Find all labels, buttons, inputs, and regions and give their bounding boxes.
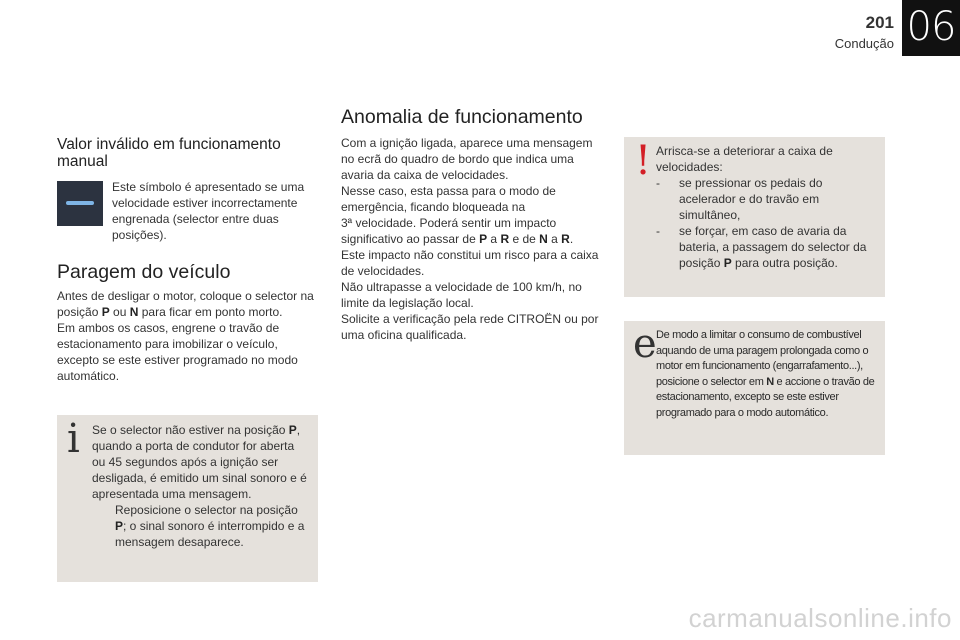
- section-title-parking: Paragem do veículo: [57, 261, 231, 283]
- malfunction-text: Com a ignição ligada, aparece uma mensagem no ecrã do quadro de bordo que indica uma avaria da caixa de velocidades. Nesse caso, esta passa para o modo de emergência, ficando bloqueada na 3ª velocidade. Poderá sentir um impacto significativo ao passar de P a R e de N a R. Este impacto não constitui um risco para a caixa de velocidades. Não ultrapasse a velocidade de 100 km/h, no limite da legislação local. Solicite a verificação pela rede CITROËN ou por uma oficina qualificada.: [341, 136, 599, 342]
- info-note-text: Se o selector não estiver na posição P, quando a porta de condutor for aberta ou 45 segundos após a ignição ser desligada, é emitido um sinal sonoro e é apresentada uma mensagem. Reposicione o selector na posição P; o sinal sonoro é interrompido e a mensagem desaparece.: [92, 422, 310, 550]
- info-note-bullet: Reposicione o selector na posição P; o sinal sonoro é interrompido e a mensagem desaparece.: [115, 503, 305, 549]
- info-note-box: [57, 415, 318, 582]
- warning-item: - se forçar, em caso de avaria da bateria, a passagem do selector da posição P para outra posição.: [656, 224, 867, 270]
- parking-text: Antes de desligar o motor, coloque o selector na posição P ou N para ficar em ponto morto. Em ambos os casos, engrene o travão de estacionamento para imobilizar o veículo, excepto se este estiver programado no modo automático.: [57, 289, 314, 383]
- warning-note-text: Arrisca-se a deteriorar a caixa de velocidades: - se pressionar os pedais do acelerador e do travão em simultâneo, - se forçar, em caso de avaria da bateria, a passagem do selector da posição P para outra posição.: [656, 143, 878, 271]
- eco-driving-note-text: De modo a limitar o consumo de combustível aquando de uma paragem prolongada como o motor em funcionamento (engarrafamento...), posicione o selector em N e accione o travão de estacionamento, excepto se este estiver programado para o modo automático.: [656, 329, 875, 419]
- section-title-invalid-value: Valor inválido em funcionamento manual: [57, 136, 281, 170]
- eco-driving-note-box: [624, 321, 885, 455]
- warning-item: - se pressionar os pedais do acelerador e do travão em simultâneo,: [656, 176, 823, 222]
- gearbox-invalid-value-icon: [57, 181, 103, 226]
- chapter-title: Condução: [834, 36, 894, 51]
- warning-note-box: [624, 137, 885, 297]
- chapter-number-tab: 06: [902, 0, 960, 56]
- page-number: 201: [865, 13, 894, 32]
- warning-icon: !: [635, 138, 652, 184]
- invalid-value-text: Este símbolo é apresentado se uma velocidade estiver incorrectamente engrenada (selector entre duas posições).: [112, 180, 305, 242]
- watermark: carmanualsonline.info: [688, 603, 952, 633]
- info-icon: i: [67, 416, 80, 462]
- section-title-malfunction: Anomalia de funcionamento: [341, 106, 583, 128]
- eco-driving-icon: e: [633, 321, 657, 367]
